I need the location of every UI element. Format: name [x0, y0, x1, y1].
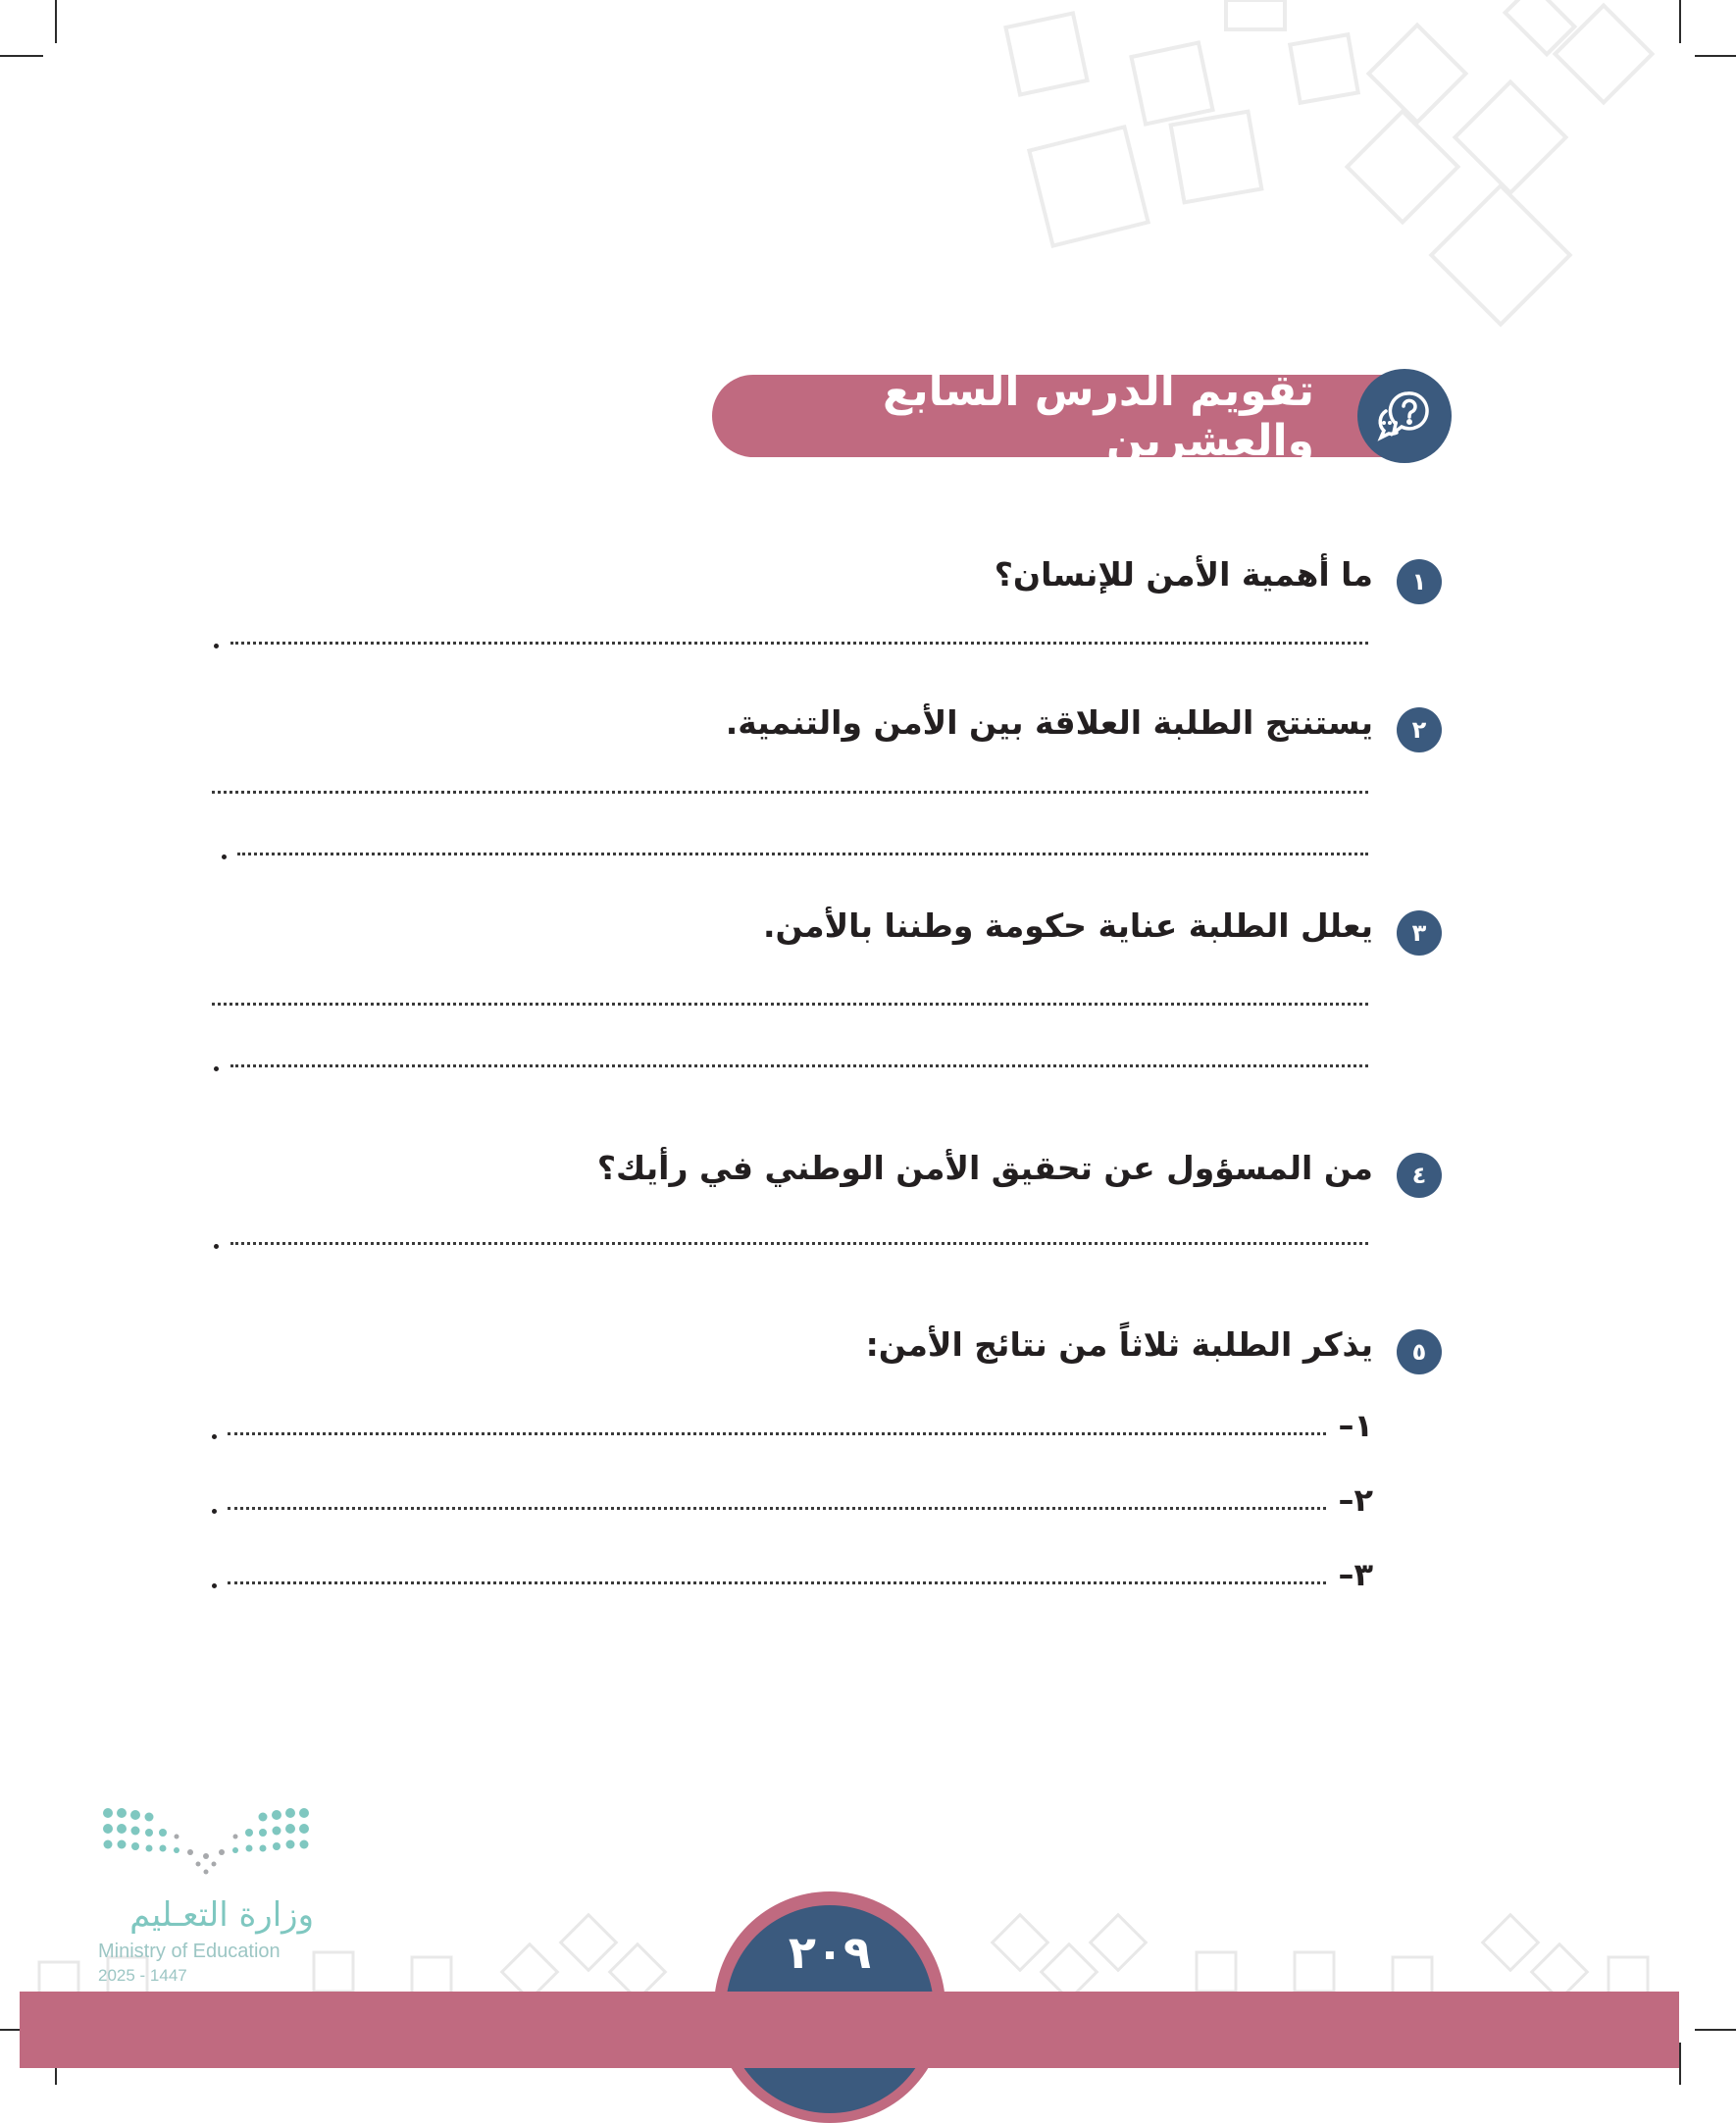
- edition-year: 2025 - 1447: [98, 1966, 187, 1985]
- ministry-name-english: Ministry of Education: [98, 1941, 281, 1962]
- question-number-4: ٤: [1397, 1153, 1442, 1198]
- page-number: ٢٠٩: [788, 1926, 872, 1979]
- answer-line-3a[interactable]: [212, 1003, 1368, 1006]
- sub-item-number-1: ١–: [1338, 1407, 1373, 1444]
- decorative-pattern-top: [981, 0, 1687, 334]
- crop-mark: [1695, 2029, 1736, 2031]
- answer-line-4a[interactable]: [230, 1242, 1368, 1245]
- crop-mark: [1695, 55, 1736, 57]
- question-chat-icon: [1357, 369, 1452, 463]
- line-end-dot: [212, 1583, 217, 1588]
- crop-mark: [1679, 2043, 1681, 2085]
- answer-line-5b[interactable]: [228, 1507, 1326, 1510]
- question-number-3: ٣: [1397, 910, 1442, 956]
- line-end-dot: [214, 1244, 219, 1249]
- line-end-dot: [214, 644, 219, 648]
- question-text-3: يعلل الطلبة عناية حكومة وطننا بالأمن.: [762, 906, 1373, 945]
- sub-item-number-2: ٢–: [1338, 1481, 1373, 1519]
- answer-line-5c[interactable]: [228, 1581, 1326, 1584]
- crop-mark: [0, 55, 43, 57]
- answer-line-2b[interactable]: [237, 853, 1368, 855]
- ministry-logo-dots: [98, 1803, 314, 1882]
- question-number-2: ٢: [1397, 707, 1442, 752]
- question-text-4: من المسؤول عن تحقيق الأمن الوطني في رأيك؟: [596, 1149, 1373, 1187]
- answer-line-5a[interactable]: [228, 1432, 1326, 1435]
- question-text-1: ما أهمية الأمن للإنسان؟: [994, 555, 1373, 594]
- line-end-dot: [212, 1509, 217, 1514]
- page-title: تقويم الدرس السابع والعشرين: [883, 366, 1314, 466]
- ministry-name-arabic: وزارة التعـليم: [129, 1895, 314, 1935]
- answer-line-2a[interactable]: [212, 791, 1368, 794]
- question-number-1: ١: [1397, 559, 1442, 604]
- crop-mark: [55, 0, 57, 43]
- line-end-dot: [214, 1066, 219, 1071]
- line-end-dot: [212, 1434, 217, 1439]
- question-text-2: يستنتج الطلبة العلاقة بين الأمن والتنمية.: [725, 703, 1373, 742]
- answer-line-1a[interactable]: [230, 642, 1368, 645]
- sub-item-number-3: ٣–: [1338, 1556, 1373, 1593]
- question-text-5: يذكر الطلبة ثلاثاً من نتائج الأمن:: [865, 1325, 1373, 1364]
- crop-mark: [1679, 0, 1681, 43]
- footer-bar: [20, 1992, 1679, 2068]
- line-end-dot: [222, 854, 227, 859]
- question-chat-icon-svg: [1370, 382, 1439, 450]
- question-number-5: ٥: [1397, 1329, 1442, 1374]
- answer-line-3b[interactable]: [230, 1064, 1368, 1067]
